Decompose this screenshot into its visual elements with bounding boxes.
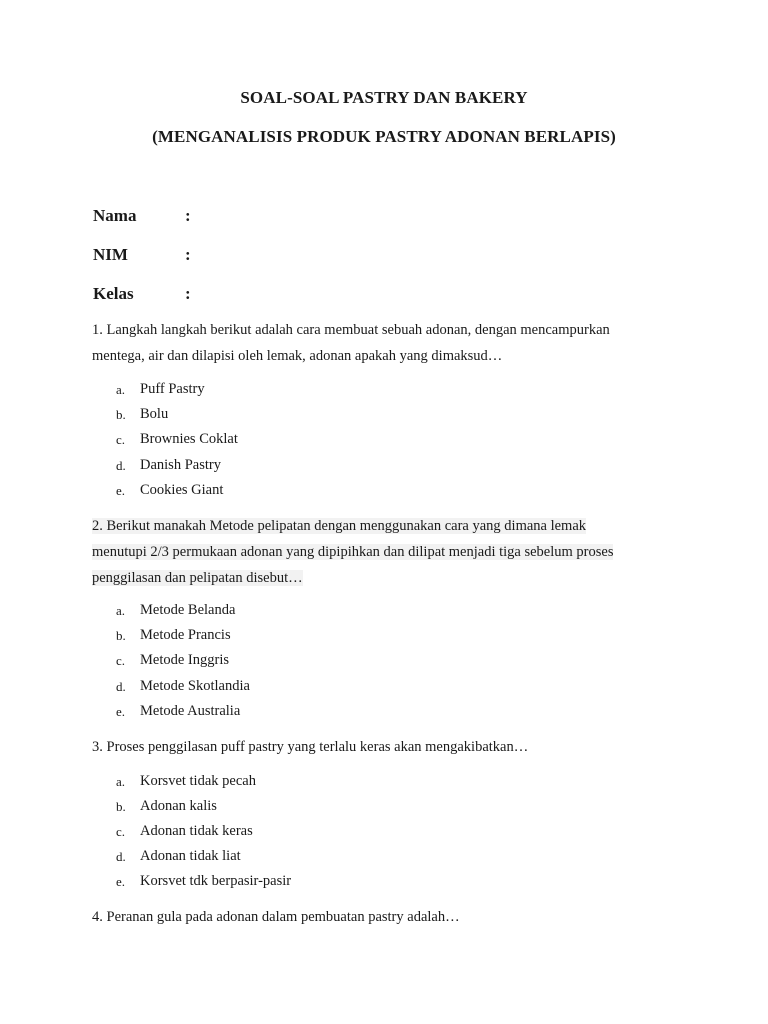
document-page: SOAL-SOAL PASTRY DAN BAKERY (MENGANALISIS PRODUK PASTRY ADONAN BERLAPIS) Nama : NIM : Kelas : 1. Langkah langkah berikut adalah cara membuat sebuah adonan, dengan mencampurkan mentega, air dan dilapisi oleh lemak, adonan apakah yang dimaksud… a. Puff Pastry b. Bolu c. Brownies Coklat d. Danish Pastry e. Cookies Giant 2. Berikut manakah Metode pelipatan dengan menggunakan cara yang dimana lemak menutupi 2/3 permukaan adonan yang dipipihkan dan dilipat menjadi tiga sebelum proses penggilasan dan pelipatan disebut… a. Metode Belanda b. Metode Prancis c. Metode Inggris d. Metode Skotlandia e. Metode Australia 3. Proses penggilasan puff pastry yang terlalu keras akan mengakibatkan… a. Korsvet tidak pecah b. Adonan kalis c. Adonan tidak keras d. Adonan tidak liat e. Korsvet tdk berpasir-pasir 4. Peranan gula pada adonan dalam pembuatan pastry adalah… bbox=[0, 0, 768, 1024]
question-2 bbox=[92, 513, 692, 591]
document-title: SOAL-SOAL PASTRY DAN BAKERY bbox=[240, 88, 528, 107]
question-4-line-1: 4. Peranan gula pada adonan dalam pembuatan pastry adalah… bbox=[92, 909, 460, 925]
field-label-nama: Nama bbox=[93, 206, 137, 225]
field-colon-nim: : bbox=[185, 245, 191, 264]
question-2-line-3: penggilasan dan pelipatan disebut… bbox=[92, 570, 303, 586]
question-2-line-1: 2. Berikut manakah Metode pelipatan dengan menggunakan cara yang dimana lemak bbox=[92, 518, 587, 534]
question-1-line-2: mentega, air dan dilapisi oleh lemak, adonan apakah yang dimaksud… bbox=[92, 348, 503, 364]
document-subtitle: (MENGANALISIS PRODUK PASTRY ADONAN BERLAPIS) bbox=[152, 127, 616, 146]
field-colon-kelas: : bbox=[185, 284, 191, 303]
question-4 bbox=[92, 904, 662, 930]
field-label-kelas: Kelas bbox=[93, 284, 134, 303]
question-2-line-2: menutupi 2/3 permukaan adonan yang dipipihkan dan dilipat menjadi tiga sebelum proses bbox=[92, 544, 614, 560]
field-colon-nama: : bbox=[185, 206, 191, 225]
question-1-line-1: 1. Langkah langkah berikut adalah cara membuat sebuah adonan, dengan mencampurkan bbox=[92, 322, 610, 338]
question-1 bbox=[92, 317, 662, 369]
field-label-nim: NIM bbox=[93, 245, 128, 264]
question-3-line-1: 3. Proses penggilasan puff pastry yang terlalu keras akan mengakibatkan… bbox=[92, 739, 529, 755]
question-3 bbox=[92, 734, 662, 760]
